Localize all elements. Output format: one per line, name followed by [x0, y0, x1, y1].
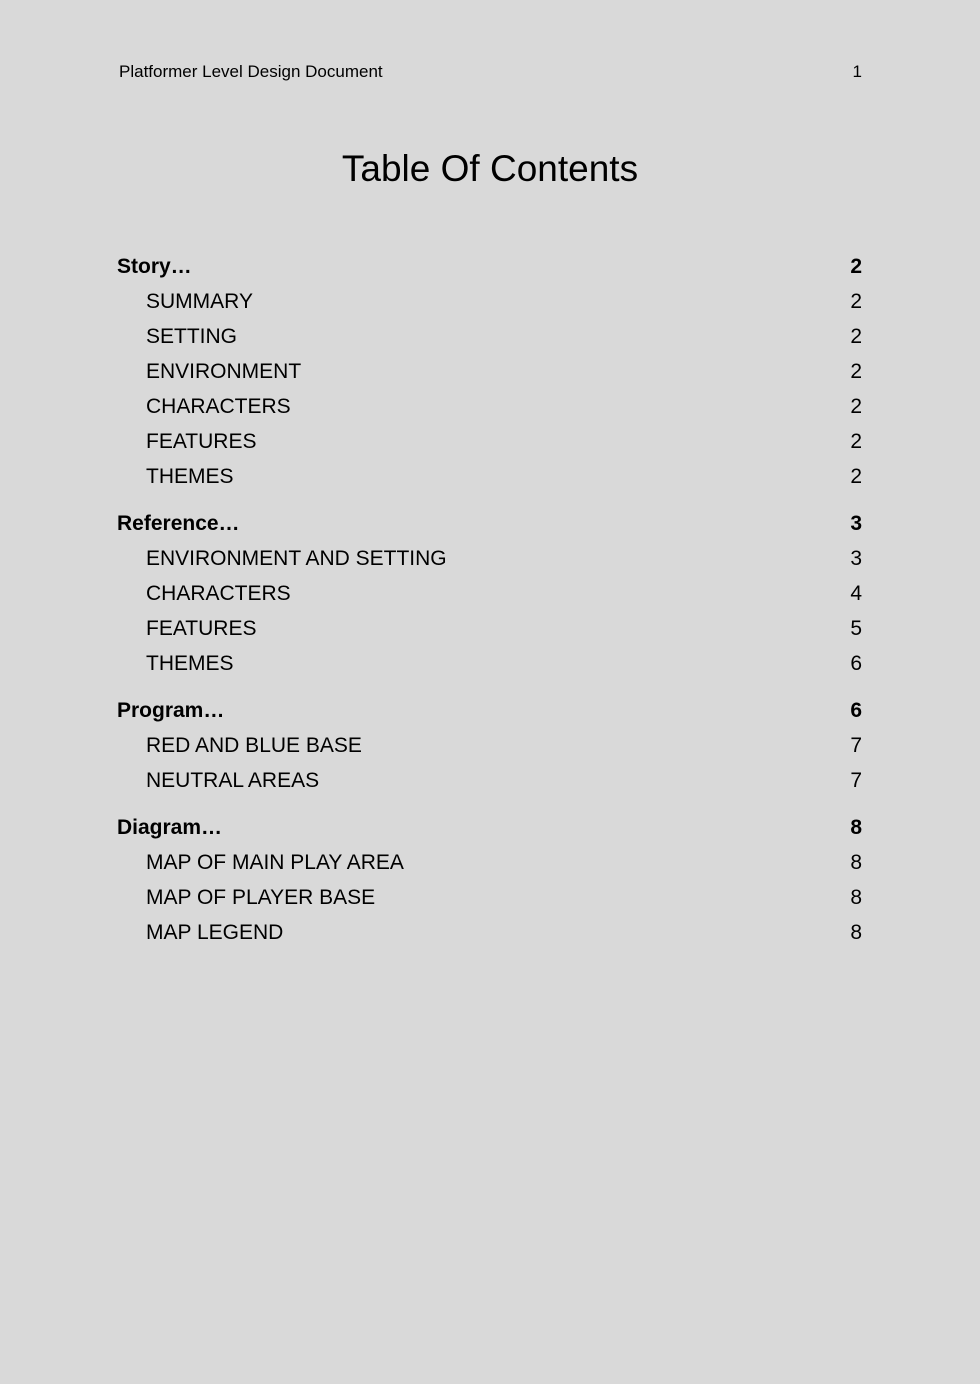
toc-entry[interactable]: [117, 880, 862, 915]
toc-entry-page: 4: [850, 581, 862, 605]
toc-entry-page: 8: [850, 920, 862, 944]
toc-entry-label: SETTING: [146, 324, 238, 348]
toc-entry[interactable]: [117, 611, 862, 646]
toc-entry-page: 6: [850, 651, 862, 675]
toc-entry-label: MAP OF MAIN PLAY AREA: [146, 850, 404, 874]
toc-entry-label: FEATURES: [146, 429, 257, 453]
toc-entry-page: 8: [850, 885, 862, 909]
toc-heading-page: 8: [850, 815, 862, 839]
toc-entry-label: MAP OF PLAYER BASE: [146, 885, 376, 909]
toc-entry-page: 2: [850, 464, 862, 488]
toc-entry[interactable]: [117, 319, 862, 354]
toc-entry-label: MAP LEGEND: [146, 920, 284, 944]
toc-entry[interactable]: [117, 389, 862, 424]
table-of-contents: [117, 249, 862, 962]
toc-entry-page: 2: [850, 394, 862, 418]
toc-entry-page: 2: [850, 429, 862, 453]
page-title: Table Of Contents: [341, 148, 639, 189]
toc-heading-label: Reference…: [117, 511, 240, 535]
toc-section: [117, 506, 862, 681]
toc-entry-label: CHARACTERS: [146, 581, 291, 605]
toc-entry[interactable]: [117, 459, 862, 494]
toc-entry[interactable]: [117, 424, 862, 459]
toc-entry-label: CHARACTERS: [146, 394, 291, 418]
toc-entry-page: 8: [850, 850, 862, 874]
toc-entry-label: NEUTRAL AREAS: [146, 768, 320, 792]
toc-entry[interactable]: [117, 763, 862, 798]
toc-heading[interactable]: [117, 810, 862, 845]
toc-entry[interactable]: [117, 646, 862, 681]
toc-entry-page: 3: [850, 546, 862, 570]
toc-section: [117, 810, 862, 950]
toc-heading-page: 2: [850, 254, 862, 278]
toc-entry-page: 5: [850, 616, 862, 640]
page-header: [119, 60, 862, 84]
toc-entry-label: ENVIRONMENT: [146, 359, 302, 383]
toc-entry-label: ENVIRONMENT AND SETTING: [146, 546, 447, 570]
toc-heading[interactable]: [117, 506, 862, 541]
document-title: Platformer Level Design Document: [119, 62, 383, 81]
toc-entry-label: SUMMARY: [146, 289, 253, 313]
toc-heading-page: 6: [850, 698, 862, 722]
toc-entry[interactable]: [117, 576, 862, 611]
toc-entry-label: THEMES: [146, 651, 234, 675]
toc-entry-label: THEMES: [146, 464, 234, 488]
page-number: 1: [852, 62, 862, 81]
toc-entry-page: 2: [850, 324, 862, 348]
toc-heading-label: Diagram…: [117, 815, 223, 839]
toc-entry[interactable]: [117, 728, 862, 763]
toc-entry-label: FEATURES: [146, 616, 257, 640]
toc-entry-label: RED AND BLUE BASE: [146, 733, 362, 757]
toc-heading[interactable]: [117, 693, 862, 728]
toc-heading-label: Program…: [117, 698, 225, 722]
toc-entry-page: 7: [850, 768, 862, 792]
toc-heading-page: 3: [850, 511, 862, 535]
toc-entry-page: 7: [850, 733, 862, 757]
toc-entry[interactable]: [117, 845, 862, 880]
toc-entry[interactable]: [117, 354, 862, 389]
toc-heading-label: Story…: [117, 254, 192, 278]
toc-section: [117, 249, 862, 494]
toc-entry[interactable]: [117, 284, 862, 319]
toc-section: [117, 693, 862, 798]
toc-entry[interactable]: [117, 541, 862, 576]
toc-entry-page: 2: [850, 289, 862, 313]
toc-entry[interactable]: [117, 915, 862, 950]
toc-heading[interactable]: [117, 249, 862, 284]
toc-entry-page: 2: [850, 359, 862, 383]
